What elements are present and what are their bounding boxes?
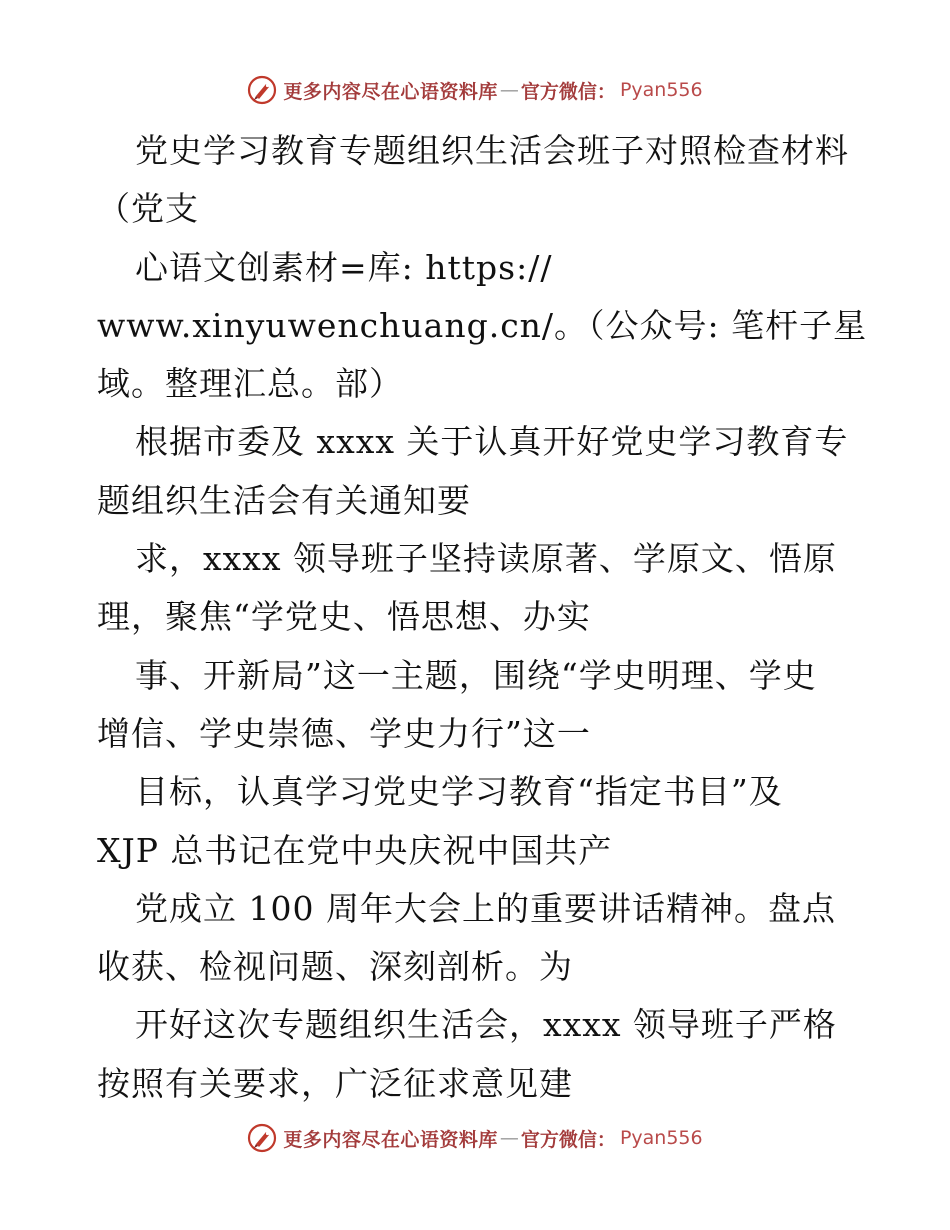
paragraph-line: 开好这次专题组织生活会，xxxx 领导班子严格 bbox=[135, 1005, 837, 1045]
footer-watermark bbox=[0, 1118, 950, 1158]
paragraph-line: 理，聚焦“学党史、悟思想、办实 bbox=[97, 597, 591, 637]
paragraph-line: 按照有关要求，广泛征求意见建 bbox=[97, 1063, 573, 1103]
pen-nib-logo-icon bbox=[247, 1123, 277, 1153]
watermark-separator: — bbox=[499, 1127, 519, 1149]
document-title-line-2: （党支 bbox=[97, 189, 199, 229]
paragraph-line: 增信、学史崇德、学史力行”这一 bbox=[97, 713, 591, 753]
paragraph-line: 求，xxxx 领导班子坚持读原著、学原文、悟原 bbox=[135, 539, 837, 579]
watermark-main-text: 更多内容尽在心语资料库 bbox=[283, 80, 498, 103]
document-body bbox=[97, 122, 868, 1113]
watermark-official-label: 官方微信： bbox=[520, 1128, 616, 1151]
document-title-line-1: 党史学习教育专题组织生活会班子对照检查材料 bbox=[135, 131, 849, 170]
watermark-separator: — bbox=[499, 79, 519, 101]
source-line-2: www.xinyuwenchuang.cn/。（公众号: 笔杆子星 bbox=[97, 305, 868, 345]
pen-nib-logo-icon bbox=[247, 75, 277, 105]
paragraph-line: 目标，认真学习党史学习教育“指定书目”及 bbox=[135, 772, 783, 812]
watermark-wechat-id: Pyan556 bbox=[619, 79, 703, 101]
paragraph-line: 党成立 100 周年大会上的重要讲话精神。盘点 bbox=[135, 888, 836, 928]
header-watermark bbox=[0, 70, 950, 110]
paragraph-line: 题组织生活会有关通知要 bbox=[97, 480, 471, 520]
paragraph-line: 根据市委及 xxxx 关于认真开好党史学习教育专 bbox=[135, 422, 849, 462]
watermark-official-label: 官方微信： bbox=[520, 80, 616, 103]
paragraph-line: 事、开新局”这一主题，围绕“学史明理、学史 bbox=[135, 655, 817, 695]
paragraph-line: XJP 总书记在党中央庆祝中国共产 bbox=[97, 830, 613, 870]
paragraph-line: 收获、检视问题、深刻剖析。为 bbox=[97, 947, 573, 987]
source-line-3: 域。整理汇总。部） bbox=[97, 364, 403, 404]
source-line-1: 心语文创素材=库: https:// bbox=[135, 247, 553, 287]
watermark-wechat-id: Pyan556 bbox=[619, 1127, 703, 1149]
watermark-main-text: 更多内容尽在心语资料库 bbox=[283, 1128, 498, 1151]
